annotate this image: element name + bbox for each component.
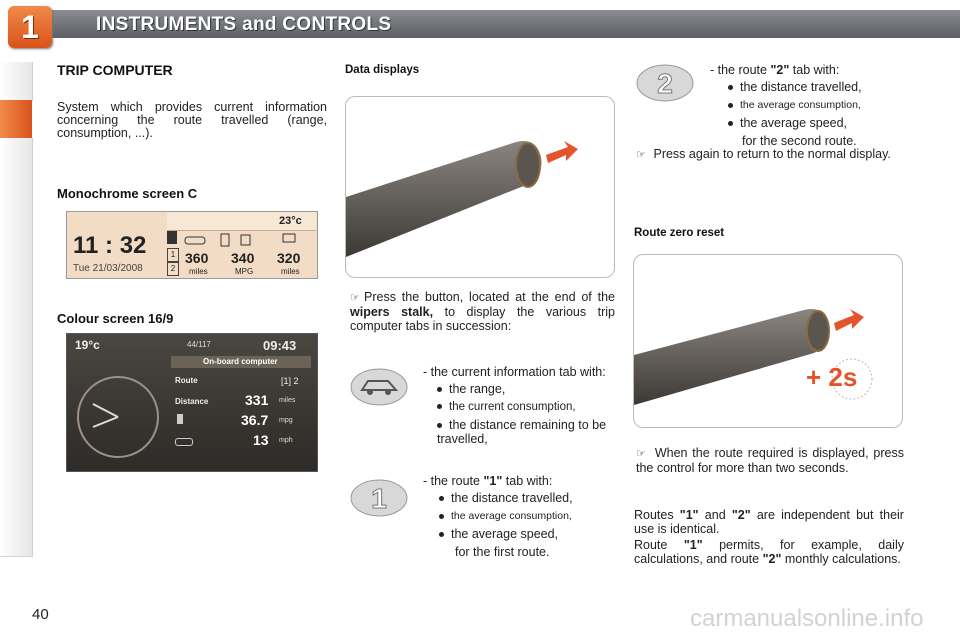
route-2-pre: - the route	[710, 63, 767, 77]
current-item-text: the current consumption,	[449, 401, 576, 413]
route-2-end: for the second route.	[742, 134, 857, 148]
press-again-instruction	[636, 147, 904, 162]
routes-independent-text	[634, 508, 904, 536]
route-2-item-text: the average consumption,	[740, 99, 861, 111]
routes-r1: "1"	[679, 508, 699, 522]
routes-and: and	[704, 508, 726, 522]
route-1-item	[439, 509, 616, 523]
watermark: carmanualsonline.info	[690, 605, 924, 632]
side-tabs	[0, 52, 34, 582]
route-1-pre: - the route	[423, 474, 480, 488]
reset-badge: + 2s	[806, 362, 858, 392]
mono-tab-1: 1	[167, 248, 179, 262]
routes-r2: "2"	[731, 508, 751, 522]
side-tab-active[interactable]	[0, 100, 32, 138]
reset-instruction	[636, 446, 904, 475]
colour-distance-unit: miles	[279, 397, 296, 404]
colour-consumption-unit: mpg	[279, 417, 293, 424]
side-tab[interactable]	[0, 328, 33, 367]
mono-date: Tue 21/03/2008	[73, 263, 143, 274]
page-number: 40	[32, 606, 49, 623]
colour-distance-value: 331	[245, 392, 269, 408]
colour-title: Colour screen 16/9	[57, 311, 174, 326]
chapter-badge	[8, 6, 52, 48]
side-tab[interactable]	[0, 62, 33, 101]
route-2-tab: "2"	[770, 63, 790, 77]
svg-text:2: 2	[657, 68, 673, 99]
routes-text-b: are independent but their use is identical.	[634, 508, 904, 536]
colour-consumption-value: 36.7	[241, 412, 269, 428]
colour-speed-unit: mph	[279, 437, 293, 444]
monochrome-screen	[66, 211, 318, 279]
chapter-title: INSTRUMENTS and CONTROLS	[96, 14, 392, 35]
route-usage-text	[634, 538, 904, 566]
mono-unit-3: miles	[281, 267, 300, 276]
side-tab[interactable]	[0, 518, 33, 557]
route-2-block	[710, 63, 910, 148]
current-info-tab-icon	[348, 366, 410, 408]
intro-text: System which provides current information concerning the route travelled (range, consumption, ...).	[57, 100, 327, 140]
colour-row-route-value: [1] 2	[281, 376, 299, 386]
data-displays-title: Data displays	[345, 64, 420, 76]
route-text-c: monthly calculations.	[784, 552, 901, 566]
colour-screen	[66, 333, 318, 472]
colour-speed-value: 13	[253, 432, 269, 448]
mono-temp: 23°c	[279, 215, 302, 227]
route-1-item-text: the average speed,	[451, 527, 559, 541]
current-item-text: the distance remaining to be travelled,	[437, 418, 607, 446]
mono-unit-1: miles	[189, 267, 208, 276]
colour-track: 44/117	[187, 340, 211, 349]
colour-time: 09:43	[263, 338, 297, 353]
route-1-tab-icon	[348, 477, 410, 519]
colour-row-distance: Distance	[175, 397, 209, 406]
side-tab[interactable]	[0, 176, 33, 215]
mono-value-2: 340	[231, 250, 255, 266]
route-2-tab-icon	[634, 62, 696, 104]
colour-screen-title: On-board computer	[203, 357, 278, 366]
fuel-icon	[177, 414, 183, 424]
route-2-label	[710, 63, 910, 77]
chapter-number: 1	[21, 9, 39, 45]
route-1-item-text: the distance travelled,	[451, 491, 573, 505]
stalk-illustration	[345, 96, 615, 278]
side-tab[interactable]	[0, 214, 33, 253]
side-tab[interactable]	[0, 480, 33, 519]
route-2-item	[728, 80, 910, 94]
current-info-block	[423, 365, 616, 446]
page-header	[0, 0, 960, 52]
mono-title: Monochrome screen C	[57, 186, 198, 201]
reset-illustration	[633, 254, 903, 428]
route-2-item	[728, 98, 910, 112]
clock-icon	[73, 372, 163, 462]
route-1-item	[439, 491, 616, 505]
reset-title: Route zero reset	[634, 227, 725, 239]
side-tab[interactable]	[0, 442, 33, 481]
route-r1: "1"	[683, 538, 703, 552]
section-title: TRIP COMPUTER	[57, 62, 173, 78]
pointing-hand-icon: ☞	[636, 149, 646, 161]
current-item	[437, 382, 616, 396]
route-2-item-text: the distance travelled,	[740, 80, 862, 94]
routes-text-a: Routes	[634, 508, 674, 522]
press-instruction	[350, 290, 615, 333]
mono-tab-2: 2	[167, 262, 179, 276]
current-item	[437, 400, 616, 414]
side-tab[interactable]	[0, 138, 33, 177]
side-tab[interactable]	[0, 404, 33, 443]
wiper-stalk-image	[346, 97, 614, 277]
mono-value-3: 320	[277, 250, 301, 266]
mono-value-1: 360	[185, 250, 209, 266]
current-item	[437, 418, 616, 446]
colour-row-route: Route	[175, 376, 198, 385]
mono-icons	[183, 232, 303, 248]
route-text-a: Route	[634, 538, 668, 552]
route-1-block	[423, 474, 616, 559]
route-r2: "2"	[762, 552, 782, 566]
pointing-hand-icon: ☞	[350, 292, 360, 304]
current-item-text: the range,	[449, 382, 506, 396]
press-again-text: Press again to return to the normal display.	[653, 147, 891, 161]
side-tab[interactable]	[0, 252, 33, 291]
side-tab[interactable]	[0, 366, 33, 405]
mono-unit-2: MPG	[235, 267, 254, 276]
reset-text: When the route required is displayed, press the control for more than two seconds.	[636, 446, 904, 475]
route-text-b: permits, for example, daily calculations, and route	[634, 538, 904, 566]
route-1-label	[423, 474, 616, 488]
route-2-item-text: the average speed,	[740, 116, 848, 130]
press-text-a: Press the button, located at the end of the	[364, 290, 615, 304]
route-2-item	[728, 116, 910, 130]
press-text-b: to display the various trip computer tabs in succession:	[350, 305, 615, 333]
pointing-hand-icon: ☞	[636, 448, 646, 460]
route-1-end: for the first route.	[455, 545, 550, 559]
svg-text:1: 1	[371, 483, 387, 514]
route-2-post: tab with:	[792, 63, 840, 77]
reset-stalk-image	[634, 255, 902, 427]
route-1-tab: "1"	[483, 474, 503, 488]
press-bold: wipers stalk,	[350, 305, 434, 319]
route-1-post: tab with:	[505, 474, 553, 488]
colour-temp: 19°c	[75, 338, 100, 352]
current-tab-label: - the current information tab with:	[423, 365, 606, 379]
route-1-item-text: the average consumption,	[451, 510, 572, 522]
route-1-item	[439, 527, 616, 541]
side-tab[interactable]	[0, 290, 33, 329]
car-icon	[175, 438, 193, 446]
mono-time: 11 : 32	[73, 232, 147, 259]
